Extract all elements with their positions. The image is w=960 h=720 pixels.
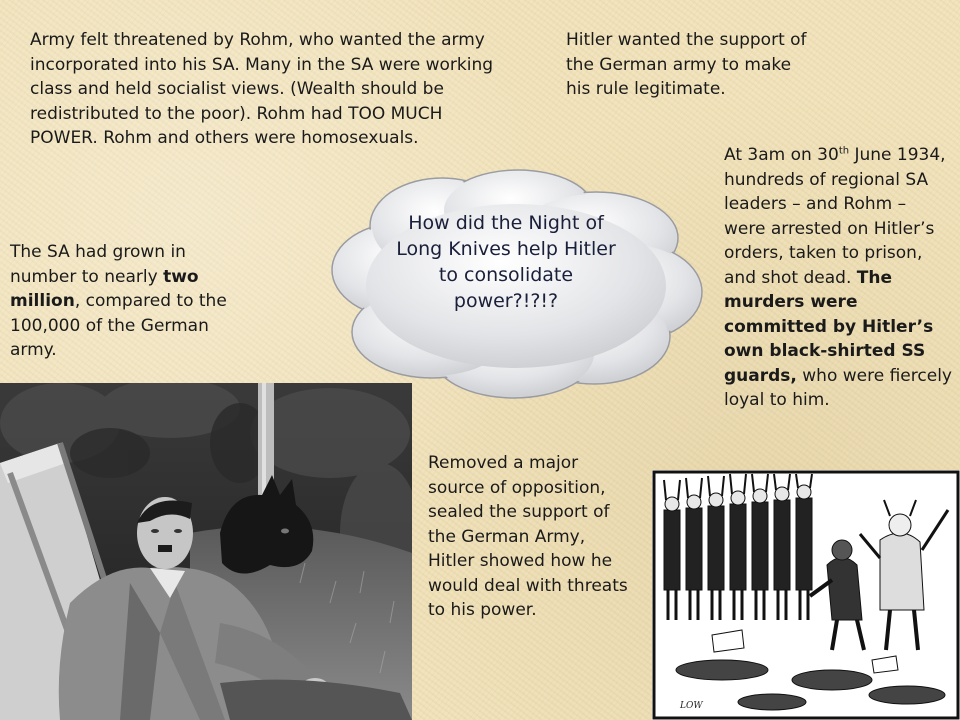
murders-text-end: who were fiercely loyal to him. (724, 365, 952, 410)
army-support-text: Hitler wanted the support of the German army to make his rule legitimate. (566, 30, 807, 99)
hitler-photo (0, 383, 412, 720)
cartoon-signature: LOW (680, 701, 703, 711)
question-text: How did the Night of Long Knives help Hitler to consolidate power?!?!? (396, 212, 616, 312)
outcome-text: Removed a major source of opposition, sealed the support of the German Army, Hitler showed how he would deal with threats to his power. (428, 453, 628, 620)
date-ordinal-suffix: th (838, 145, 850, 157)
low-cartoon (652, 470, 960, 720)
sa-size-text-start: The SA had grown in number to nearly (10, 242, 186, 287)
army-threat-text: Army felt threatened by Rohm, who wanted the army incorporated into his SA. Many in the SA were working class and held socialist views. (Wealth should be redistributed to the poor). Rohm had TOO MUCH POWER. Rohm and others were homosexuals. (30, 30, 494, 148)
murders-text (724, 143, 952, 413)
sa-size-text (10, 240, 240, 363)
sa-size-highlight: two million (10, 266, 199, 311)
murders-text-start: At 3am on 30 (724, 145, 839, 165)
murders-highlight: The murders were committed by Hitler’s own black-shirted SS guards, (724, 267, 934, 386)
murders-text-middle: June 1934, hundreds of regional SA leaders – and Rohm – were arrested on Hitler’s orders, taken to prison, and shot dead. (724, 145, 946, 288)
sa-size-text-end: , compared to the 100,000 of the German army. (10, 291, 227, 360)
